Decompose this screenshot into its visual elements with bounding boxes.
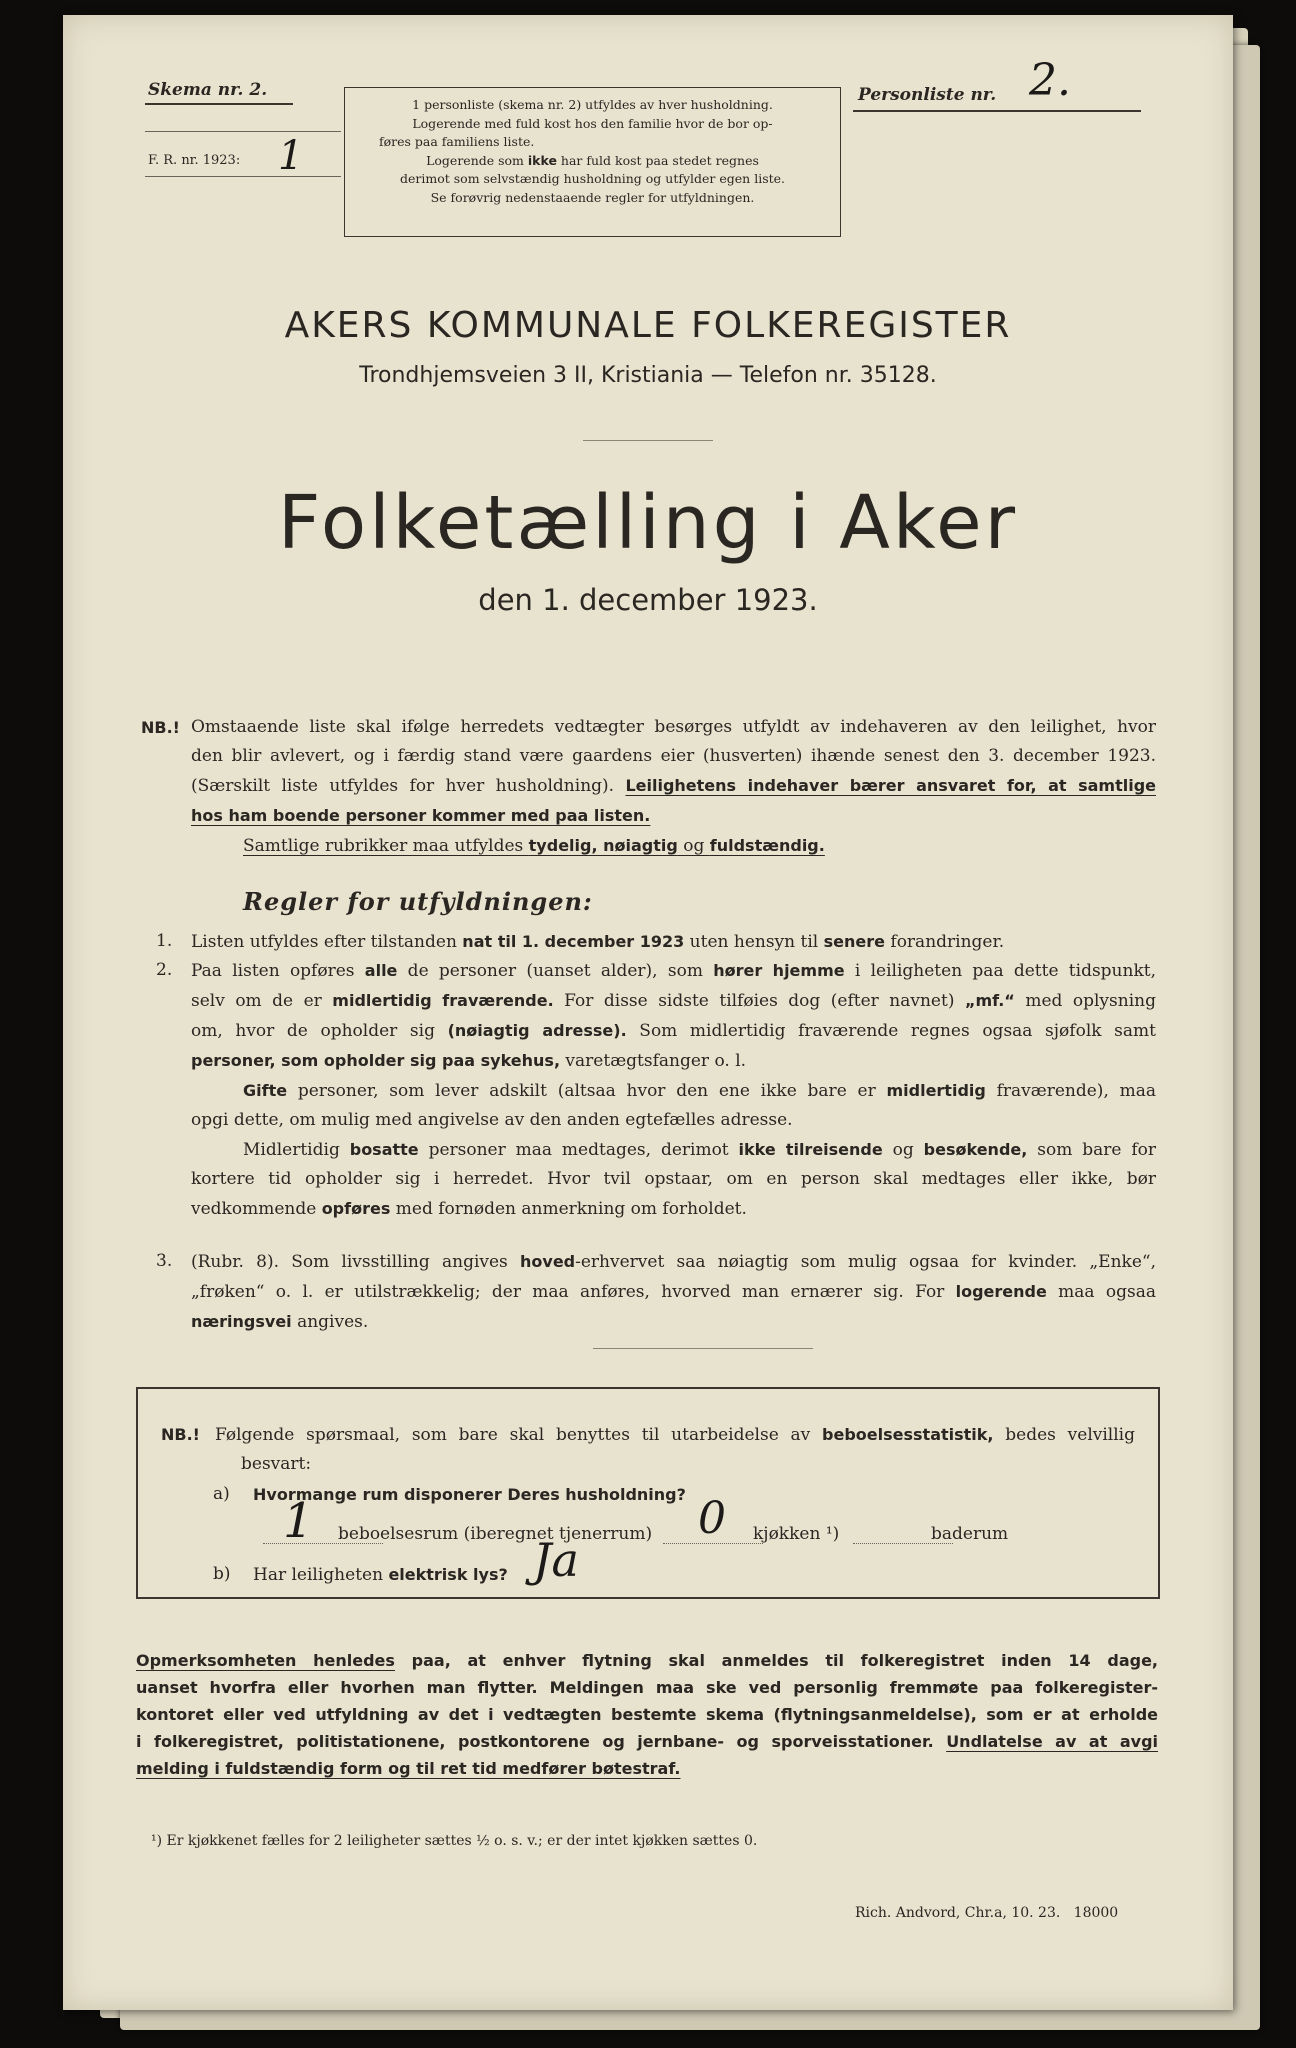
nb2-label: NB.! xyxy=(161,1425,200,1444)
instruction-line: Logerende som ikke har fuld kost paa stedet regnes xyxy=(426,152,759,168)
registry-name: AKERS KOMMUNALE FOLKEREGISTER xyxy=(284,305,1012,346)
nb-paragraph: den blir avlevert, og i færdig stand være gaardens eier (husverten) ihænde senest den 3. december 1923. (Særskilt liste utfyldes for hver husholdning). Leilighetens indehaver bærer ansvaret for, at samtlige hos ham boende personer kommer med paa listen. Samtlige rubrikker maa utfyldes tydelig, nøiagtig og fuldstændig. xyxy=(191,746,1156,856)
instruction-line: Se forøvrig nedenstaaende regler for utfyldningen. xyxy=(430,189,755,205)
kitchen-label: kjøkken ¹) xyxy=(753,1524,840,1544)
question-a-label: a) xyxy=(213,1484,230,1504)
personliste-rule xyxy=(853,110,1141,112)
fr-label: F. R. nr. 1923: xyxy=(148,153,241,168)
rule-text: Listen utfyldes efter tilstanden nat til 1. december 1923 uten hensyn til senere forandringer. xyxy=(191,932,1005,952)
rule-number: 3. xyxy=(156,1251,173,1271)
rule-number: 1. xyxy=(156,931,173,951)
instruction-box xyxy=(344,87,841,237)
instruction-line: derimot som selvstændig husholdning og utfylder egen liste. xyxy=(400,171,785,186)
instruction-line: føres paa familiens liste. xyxy=(379,134,535,149)
personliste-label: Personliste nr. xyxy=(858,85,997,105)
fr-value: 1 xyxy=(278,133,304,179)
divider xyxy=(583,440,713,441)
rule-number: 2. xyxy=(156,960,173,980)
rule-text: (Rubr. 8). Som livsstilling angives hoved-erhvervet saa nøiagtig som mulig ogsaa for kvinder. „Enke“, „frøken“ o. l. er utilstrækkelig; der maa anføres, hvorved man ernærer sig. For logerende maa ogsaa næringsvei angives. xyxy=(191,1252,1156,1332)
divider xyxy=(593,1348,813,1349)
rule-text: Paa listen opføres alle de personer (uanset alder), som hører hjemme i leiligheten paa dette tidspunkt, selv om de er midlertidig fraværende. For disse sidste tilføies dog (efter navnet) „mf.“ med oplysning om, hvor de opholder sig (nøiagtig adresse). Som midlertidig fraværende regnes ogsaa sjøfolk samt personer, som opholder sig paa sykehus, varetægtsfanger o. l. Gifte personer, som lever adskilt (altsaa hvor den ene ikke bare er midlertidig fraværende), maa opgi dette, om mulig med angivelse av den anden egtefælles adresse. Midlertidig bosatte personer maa medtages, derimot ikke tilreisende og besøkende, som bare for kortere tid opholder sig i herredet. Hvor tvil opstaar, om en person skal medtages eller ikke, bør vedkommende opføres med fornøden anmerkning om forholdet. xyxy=(191,961,1156,1219)
instruction-line: Logerende med fuld kost hos den familie hvor de bor op- xyxy=(412,115,773,131)
fr-rule xyxy=(145,176,341,177)
rules-heading: Regler for utfyldningen: xyxy=(243,887,593,916)
instruction-line: 1 personliste (skema nr. 2) utfyldes av hver husholdning. xyxy=(412,97,773,112)
nb-label: NB.! xyxy=(141,718,180,737)
question-a: Hvormange rum disponerer Deres husholdning? xyxy=(253,1485,686,1504)
rooms-value: 1 xyxy=(283,1493,314,1549)
kitchen-field xyxy=(663,1543,763,1544)
moving-notice: Opmerksomheten henledes paa, at enhver flytning skal anmeldes til folkeregistret inden 14 dage, uanset hvorfra eller hvorhen man flytter. Meldingen maa ske ved personlig fremmøte paa folkeregister- kontoret eller ved utfyldning av det i vedtægten bestemte skema (flytningsanmeldelse), som er at erholde i folkeregistret, politistationene, postkontorene og jernbane- og sporveisstationer. Undlatelse av at avgi melding i fuldstændig form og til ret tid medfører bøtestraf. xyxy=(136,1651,1159,1778)
census-form-page xyxy=(63,15,1233,2010)
registry-address: Trondhjemsveien 3 II, Kristiania — Telefon nr. 35128. xyxy=(359,363,937,388)
printer-imprint: Rich. Andvord, Chr.a, 10. 23. 18000 xyxy=(855,1905,1119,1921)
kitchen-value: 0 xyxy=(698,1493,726,1544)
question-b-label: b) xyxy=(213,1564,231,1584)
census-date: den 1. december 1923. xyxy=(478,583,818,617)
question-b: Har leiligheten elektrisk lys? xyxy=(253,1565,508,1585)
personliste-value: 2. xyxy=(1029,55,1071,106)
bath-label: baderum xyxy=(931,1524,1009,1544)
form-title: Folketælling i Aker xyxy=(277,480,1019,566)
skema-label: Skema nr. 2. xyxy=(148,80,268,100)
rooms-label: beboelsesrum (iberegnet tjenerrum) xyxy=(338,1524,653,1544)
nb2-paragraph: Følgende spørsmaal, som bare skal benyttes til utarbeidelse av beboelsesstatistik, bedes velvillig besvart: xyxy=(215,1425,1135,1474)
nb-paragraph: Omstaaende liste skal ifølge herredets vedtægter besørges utfyldt av indehaveren av den leilighet, hvor xyxy=(191,717,1156,737)
electric-light-answer: Ja xyxy=(533,1533,579,1587)
footnote: ¹) Er kjøkkenet fælles for 2 leiligheter sættes ½ o. s. v.; er der intet kjøkken sættes 0. xyxy=(151,1833,758,1849)
header-rule xyxy=(145,131,341,132)
skema-rule xyxy=(145,103,293,105)
